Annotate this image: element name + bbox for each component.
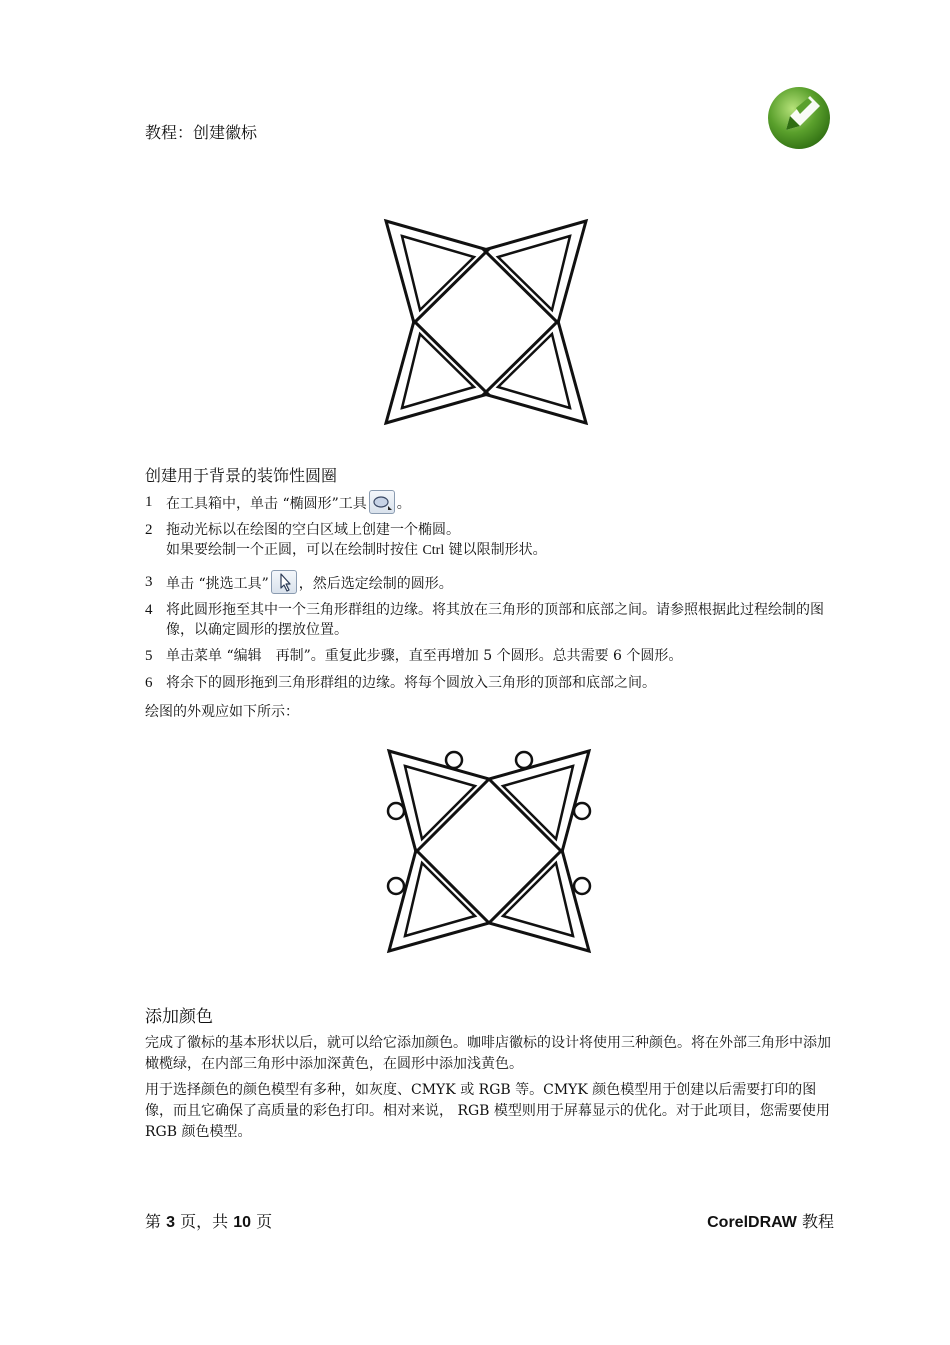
page-number: 第 3 页，共 10 页: [145, 1212, 273, 1231]
footer-brand: CorelDRAW 教程: [707, 1212, 834, 1231]
add-color-paragraph-2: 用于选择颜色的颜色模型有多种，如灰度、CMYK 或 RGB 等。CMYK 颜色模型用于创建以后需要打印的图像，而且它确保了高质量的彩色打印。相对来说， RGB 模型则用于屏幕显示的优化。对于此项目，您需要使用 RGB 颜色模型。: [145, 1082, 830, 1140]
add-color-paragraph-1: 完成了徽标的基本形状以后，就可以给它添加颜色。咖啡店徽标的设计将使用三种颜色。将在外部三角形中添加橄榄绿，在内部三角形中添加深黄色，在圆形中添加浅黄色。: [145, 1035, 831, 1072]
star-triangle-with-circles-figure: [382, 744, 596, 958]
ctrl-key: Ctrl: [422, 543, 445, 558]
section-title-decorative-circles: 创建用于背景的装饰性圆圈: [145, 466, 338, 485]
coreldraw-logo-icon: [766, 86, 832, 150]
result-caption: 绘图的外观应如下所示：: [145, 704, 299, 720]
section-title-add-color: 添加颜色: [145, 1007, 213, 1027]
ellipse-tool-icon[interactable]: [369, 490, 395, 514]
pick-tool-icon[interactable]: [271, 570, 297, 594]
star-triangle-figure: [380, 215, 592, 429]
page-header-title: 教程：创建徽标: [145, 123, 258, 142]
